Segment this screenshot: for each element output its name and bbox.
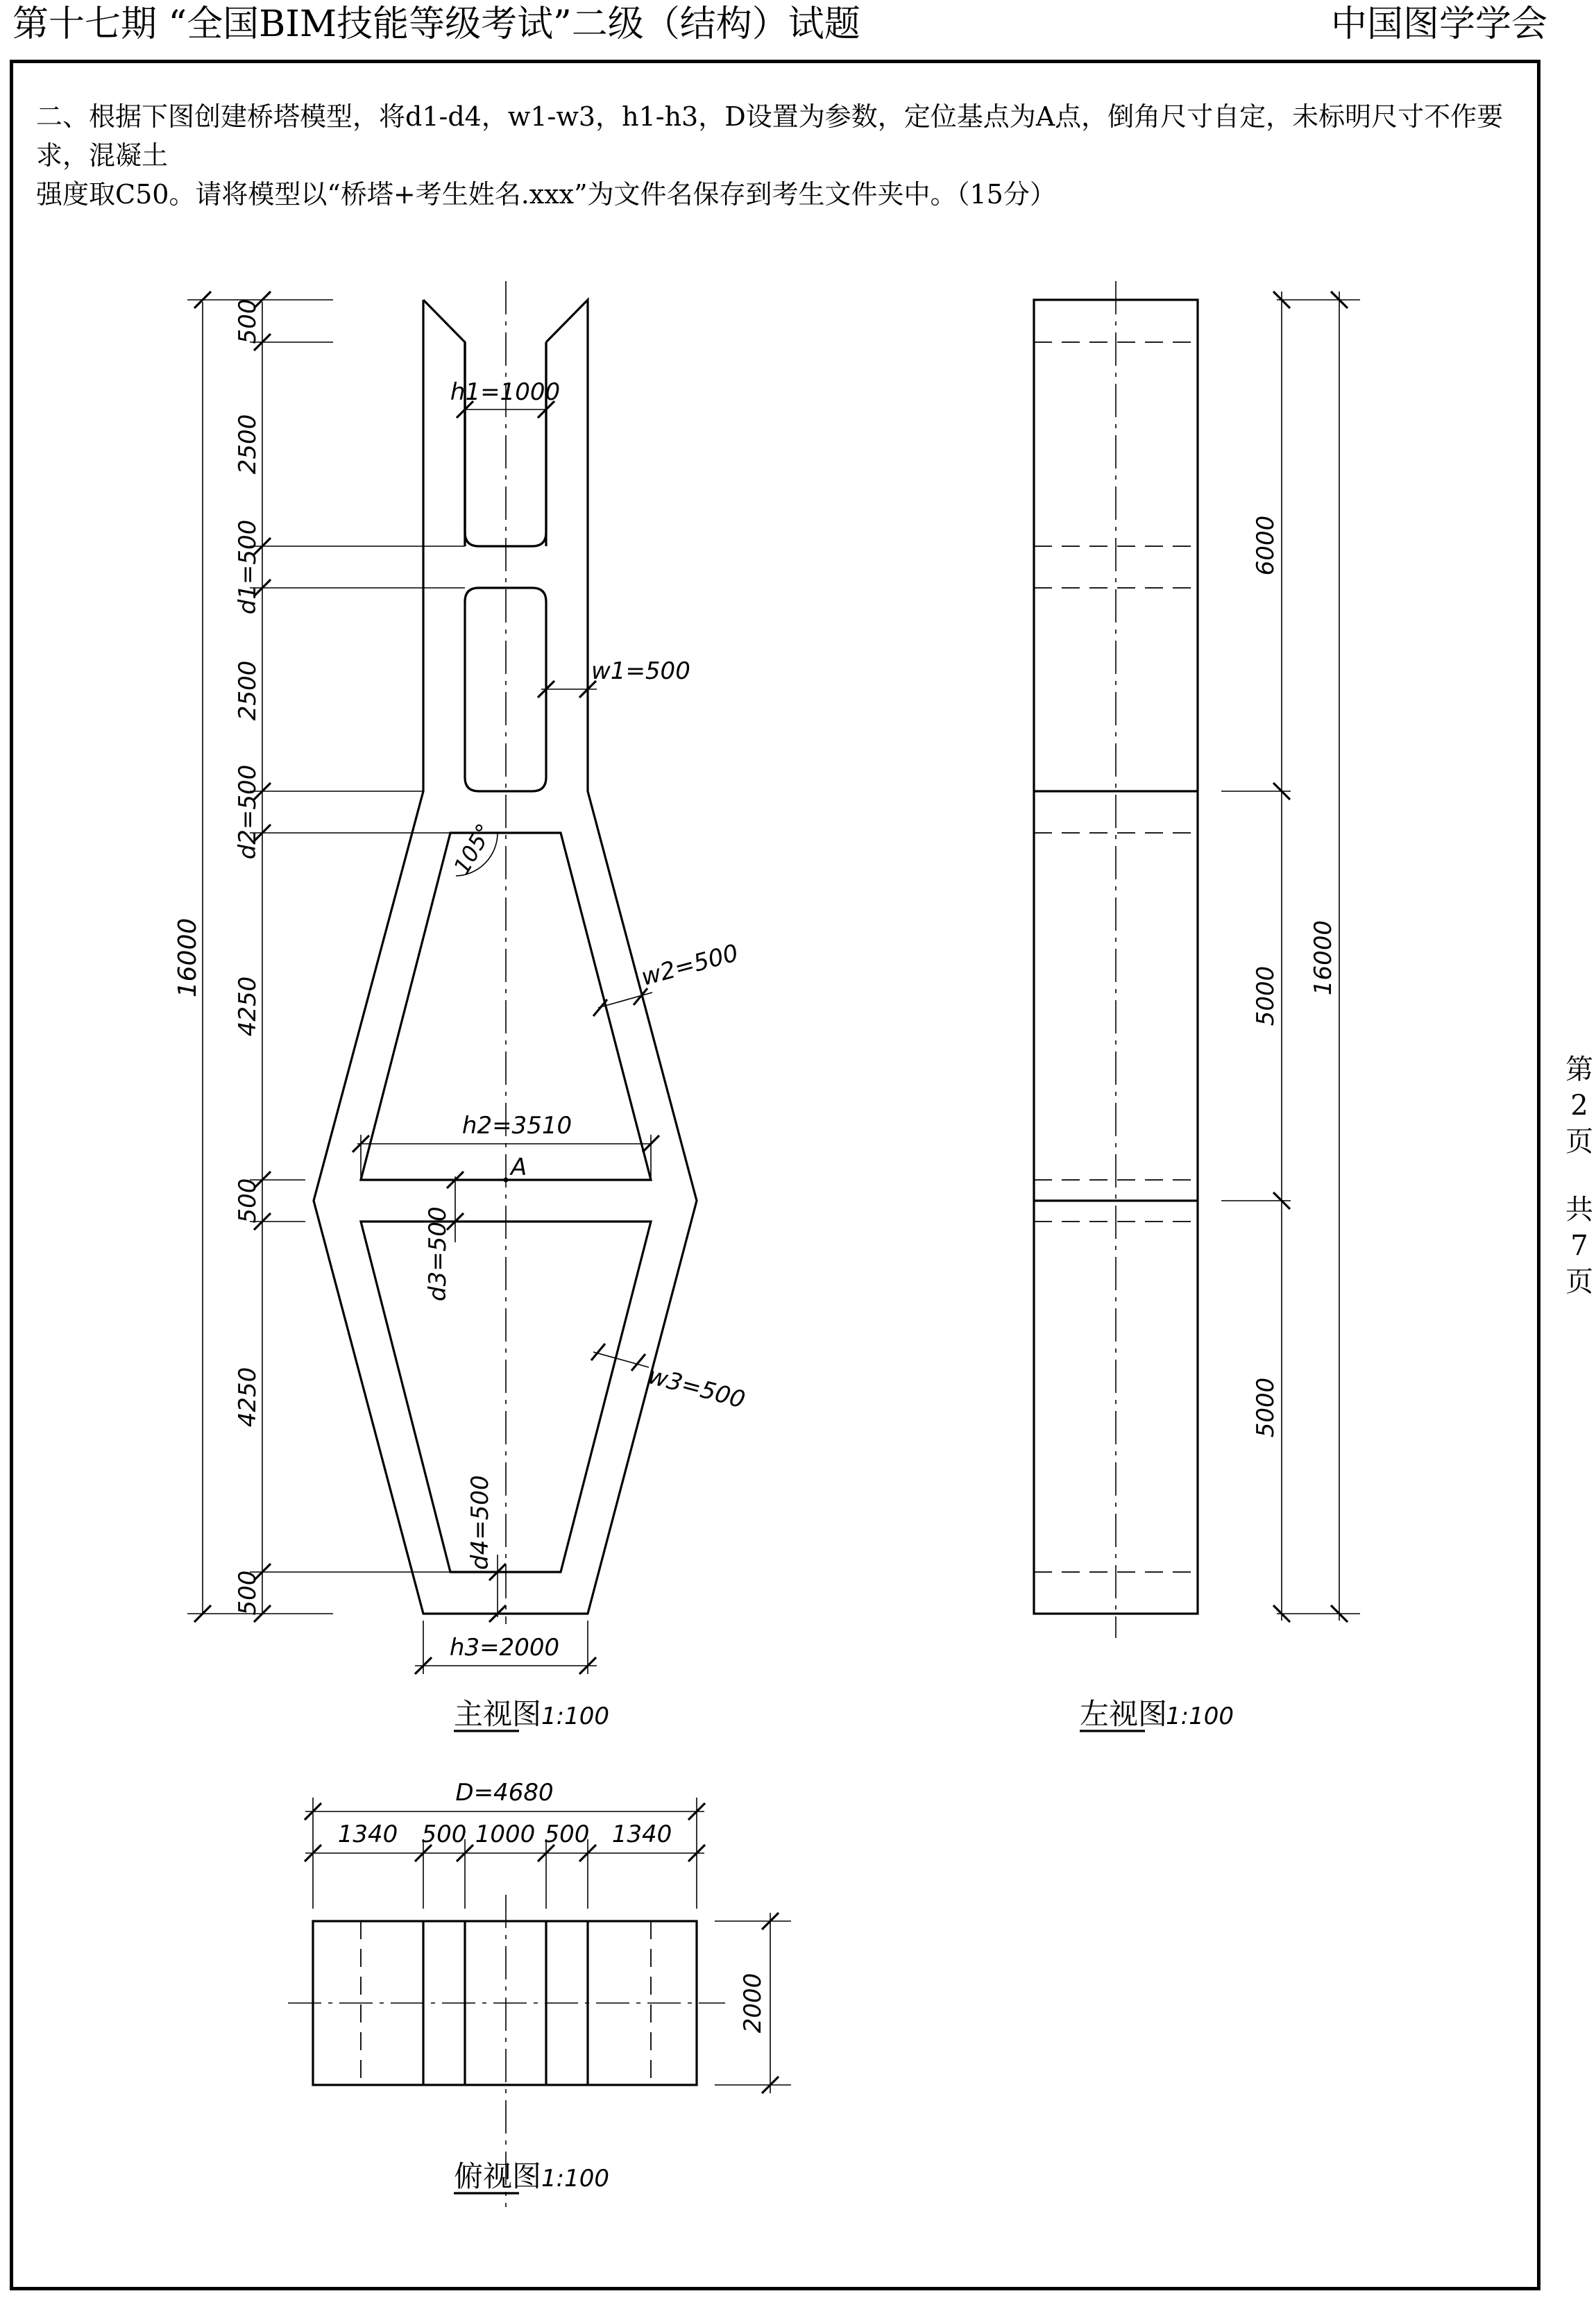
page-char: 页 <box>1565 1126 1593 1158</box>
top-dim-d: 500 <box>544 1820 590 1848</box>
top-dim-c: 1000 <box>475 1820 536 1848</box>
top-dim-a: 1340 <box>337 1820 398 1848</box>
base-point-a-marker <box>504 1178 509 1183</box>
top-view <box>288 1779 791 2207</box>
page-char: 第 <box>1565 1054 1593 1085</box>
dim-bottom-500: 500 <box>234 1570 262 1616</box>
top-view-title: 俯视图 <box>454 2159 542 2193</box>
dim-d1: d1=500 <box>234 519 262 615</box>
dim-w2: w2=500 <box>638 939 742 992</box>
left-dim-total: 16000 <box>1309 920 1337 996</box>
top-dim-D: D=4680 <box>455 1779 554 1807</box>
dim-w3: w3=500 <box>645 1362 748 1414</box>
left-view <box>1034 281 1360 1731</box>
page-total: 7 <box>1570 1230 1588 1262</box>
dim-middle-opening: 2500 <box>234 660 262 721</box>
left-view-scale: 1:100 <box>1166 1703 1234 1730</box>
front-view <box>173 281 748 1731</box>
dim-d2: d2=500 <box>234 764 262 860</box>
top-dim-e: 1340 <box>611 1820 672 1848</box>
dim-upper-opening: 2500 <box>234 414 262 475</box>
dim-d3: d3=500 <box>424 1206 452 1301</box>
dim-h1: h1=1000 <box>450 378 561 406</box>
left-dim-lower: 5000 <box>1252 1377 1280 1438</box>
page-char: 共 <box>1565 1194 1593 1226</box>
page-current: 2 <box>1570 1090 1588 1122</box>
left-dim-upper: 6000 <box>1252 515 1280 576</box>
dim-top-500: 500 <box>234 298 262 344</box>
dim-total-height: 16000 <box>173 918 202 998</box>
dim-d4: d4=500 <box>466 1475 494 1570</box>
top-view-scale: 1:100 <box>541 2165 609 2193</box>
dim-h3: h3=2000 <box>449 1634 560 1662</box>
organization-name: 中国图学学会 <box>1330 3 1547 45</box>
left-dim-middle: 5000 <box>1252 965 1280 1027</box>
question-line-1: 二、根据下图创建桥塔模型，将d1-d4，w1-w3，h1-h3，D设置为参数，定位基点为A点，倒角尺寸自定，未标明尺寸不作要求，混凝土 <box>36 101 1504 171</box>
exam-title: 第十七期 “全国BIM技能等级考试”二级（结构）试题 <box>12 3 860 45</box>
page-char: 页 <box>1565 1266 1593 1298</box>
base-point-a: A <box>511 1154 527 1181</box>
left-view-title: 左视图 <box>1080 1697 1168 1731</box>
dim-h2: h2=3510 <box>461 1112 572 1140</box>
dim-angle: 105° <box>448 819 498 879</box>
top-dim-b: 500 <box>421 1820 467 1848</box>
front-view-title: 主视图 <box>454 1697 542 1731</box>
front-view-scale: 1:100 <box>541 1703 609 1730</box>
top-dim-depth: 2000 <box>739 1972 767 2034</box>
dim-upper-frame: 4250 <box>234 976 262 1037</box>
dim-w1: w1=500 <box>591 657 690 685</box>
question-line-2: 强度取C50。请将模型以“桥塔+考生姓名.xxx”为文件名保存到考生文件夹中。（15分） <box>36 179 1056 210</box>
tower-outline <box>314 300 697 1614</box>
dim-mid-500: 500 <box>234 1178 262 1224</box>
dim-lower-frame: 4250 <box>234 1367 262 1428</box>
